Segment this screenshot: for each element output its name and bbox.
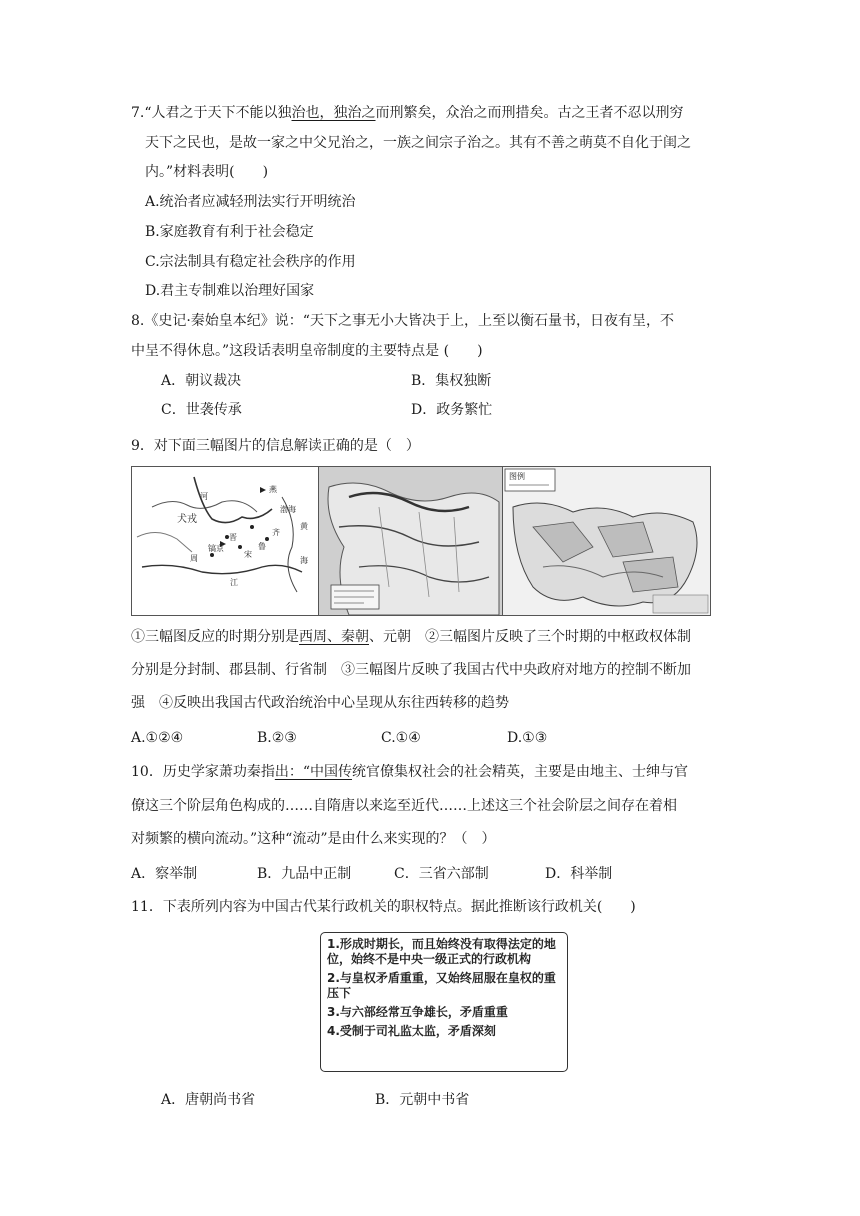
- western-zhou-map: [131, 466, 319, 616]
- map1-label-jin: 晋: [229, 533, 237, 542]
- map1-label-quanrong: 犬戎: [177, 514, 197, 525]
- map1-label-hai: 海: [300, 556, 308, 565]
- q7-stem-line3: 内。”材料表明( ): [145, 164, 269, 180]
- q10-option-d[interactable]: D．科举制: [545, 866, 613, 882]
- q9-statement-line1: ①三幅图反应的时期分别是西周、秦朝、元朝 ②三幅图片反映了三个时期的中枢政权体制: [131, 629, 691, 645]
- map1-label-yan: 燕: [269, 485, 277, 494]
- q8-option-a[interactable]: A．朝议裁决: [161, 373, 242, 389]
- map1-label-zhou: 周: [190, 554, 198, 563]
- q7-stem-line1: 7.“人君之于天下不能以独治也，独治之而刑繁矣，众治之而刑措矣。古之王者不忍以刑穷: [131, 105, 684, 121]
- q9-maps: [131, 466, 709, 614]
- q9-option-d[interactable]: D.①③: [507, 730, 548, 746]
- q9-option-c[interactable]: C.①④: [381, 730, 421, 746]
- map3-legend-title: 图例: [509, 472, 525, 481]
- q8-option-b[interactable]: B．集权独断: [411, 373, 492, 389]
- q10-stem-line1: 10．历史学家萧功秦指出：“中国传统官僚集权社会的社会精英，主要是由地主、士绅与官: [131, 764, 688, 780]
- q10-stem-line3: 对频繁的横向流动。”这种“流动”是由什么来实现的？（ ）: [131, 831, 496, 847]
- q8-stem-line1: 8.《史记·秦始皇本纪》说：“天下之事无小大皆决于上，上至以衡石量书，日夜有呈，不: [131, 313, 674, 329]
- q10-stem-line2: 僚这三个阶层角色构成的……自隋唐以来迄至近代……上述这三个社会阶层之间存在着相: [131, 798, 677, 814]
- map1-label-huang: 黄: [300, 522, 308, 531]
- q7-option-c[interactable]: C.宗法制具有稳定社会秩序的作用: [145, 254, 356, 270]
- map1-label-qi: 齐: [272, 528, 280, 537]
- q8-stem-line2: 中呈不得休息。”这段话表明皇帝制度的主要特点是 ( ): [131, 343, 483, 359]
- map1-label-he: 河: [200, 492, 208, 501]
- yuan-dynasty-map: [502, 466, 711, 616]
- q11-feature-3: 3.与六部经常互争雄长，矛盾重重: [327, 1005, 508, 1019]
- q10-option-a[interactable]: A．察举制: [131, 866, 198, 882]
- q9-option-a[interactable]: A.①②④: [131, 730, 184, 746]
- q7-option-b[interactable]: B.家庭教育有利于社会稳定: [145, 224, 314, 240]
- map1-label-bohai: 渤海: [280, 505, 296, 514]
- q9-statement-line2: 分别是分封制、郡县制、行省制 ③三幅图片反映了我国古代中央政府对地方的控制不断加: [131, 662, 691, 678]
- map1-label-lu: 鲁: [258, 542, 266, 551]
- q11-feature-4: 4.受制于司礼监太监，矛盾深刻: [327, 1024, 496, 1038]
- q9-option-b[interactable]: B.②③: [257, 730, 297, 746]
- q9-stem: 9．对下面三幅图片的信息解读正确的是（ ）: [131, 438, 420, 454]
- q11-stem: 11．下表所列内容为中国古代某行政机关的职权特点。据此推断该行政机关( ): [131, 899, 636, 915]
- q11-feature-2: 2.与皇权矛盾重重，又始终屈服在皇权的重压下: [327, 971, 556, 1000]
- q9-statement-line3: 强 ④反映出我国古代政治统治中心呈现从东往西转移的趋势: [131, 695, 509, 711]
- q7-option-a[interactable]: A.统治者应减轻刑法实行开明统治: [145, 194, 356, 210]
- q11-option-a[interactable]: A．唐朝尚书省: [161, 1092, 256, 1108]
- map1-label-haojing: 镐京: [208, 544, 224, 553]
- q11-feature-1: 1.形成时期长，而且始终没有取得法定的地位，始终不是中央一级正式的行政机构: [327, 937, 556, 966]
- q7-option-d[interactable]: D.君主专制难以治理好国家: [145, 283, 315, 299]
- q10-option-c[interactable]: C．三省六部制: [394, 866, 489, 882]
- q11-option-b[interactable]: B．元朝中书省: [375, 1092, 470, 1108]
- q10-option-b[interactable]: B．九品中正制: [257, 866, 352, 882]
- q8-option-d[interactable]: D．政务繁忙: [411, 402, 493, 418]
- map1-label-jiang: 江: [230, 578, 238, 587]
- q8-option-c[interactable]: C．世袭传承: [161, 402, 242, 418]
- map1-label-song: 宋: [244, 550, 252, 559]
- q7-stem-line2: 天下之民也，是故一家之中父兄治之，一族之间宗子治之。其有不善之萌莫不自化于闺之: [145, 135, 691, 151]
- q11-feature-table: [320, 932, 568, 1072]
- qin-dynasty-map: [318, 466, 503, 616]
